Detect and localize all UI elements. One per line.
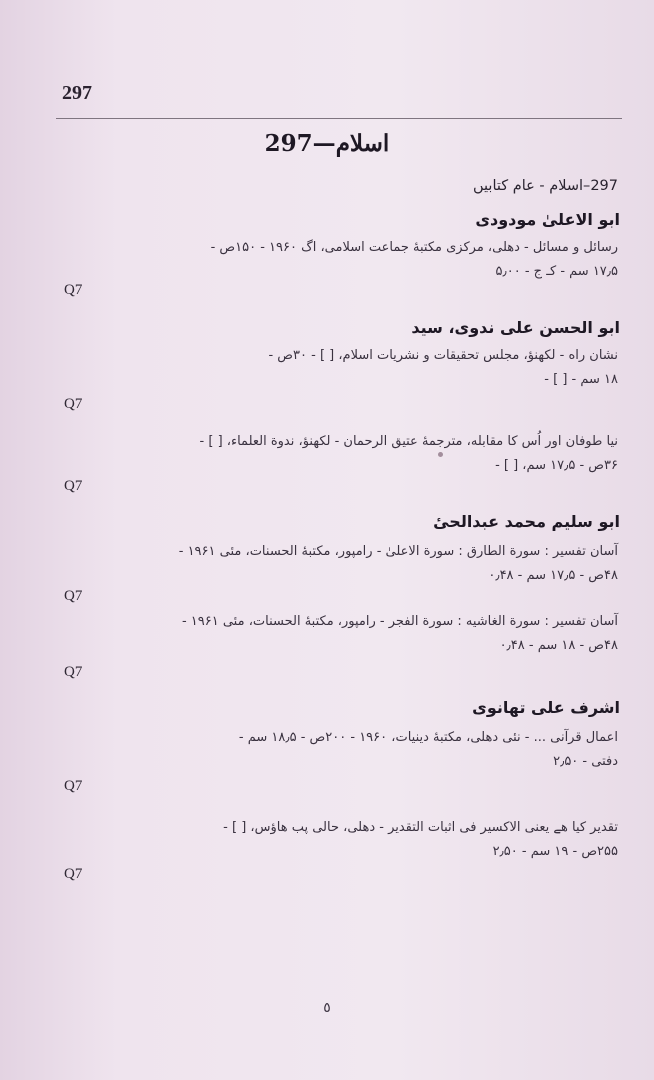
entry-author: ابو الحسن علی ندوی، سید [411,318,620,337]
entry-line: رسائل و مسائل - دهلی، مرکزی مکتبهٔ جماعت اسلامی، اگ ۱۹۶۰ - ۱۵۰ص - [210,240,618,255]
footer-mark: ٥ [323,1000,331,1016]
entry-line: ۳۶ص - ۱۷٫۵ سم، [ ] - [495,458,618,473]
entry-line: نیا طوفان اور اُس کا مقابله، مترجمهٔ عتیق الرحمان - لکهنؤ، ندوة العلماء، [ ] - [199,434,618,449]
entry-line: ۱۷٫۵ سم - کـ ج - ۵٫۰۰ [495,264,618,279]
entry-line: تقدیر کیا هے یعنی الاکسیر فی اثبات التقدیر - دهلی، حالی پب هاؤس، [ ] - [223,820,618,835]
entry-line: نشان راه - لکهنؤ، مجلس تحقیقات و نشریات اسلام، [ ] - ۳۰ص - [268,348,618,363]
entry-line: آسان تفسیر : سورة الطارق : سورة الاعلیٰ - رامپور، مکتبهٔ الحسنات، مئی ۱۹۶۱ - [178,544,618,559]
entry-author: اشرف علی تهانوی [472,698,620,717]
header-rule [56,118,622,119]
entry-line: آسان تفسیر : سورة الغاشیه : سورة الفجر - رامپور، مکتبهٔ الحسنات، مئی ۱۹۶۱ - [181,614,618,629]
classification-code: Q7 [64,478,83,494]
entry-line: دفتی - ۲٫۵۰ [553,754,618,769]
entry-line: ۴۸ص - ۱۸ سم - ۰٫۴۸ [499,638,618,653]
entry-author: ابو الاعلیٰ مودودی [475,210,620,229]
ink-speck [438,452,443,457]
classification-code: Q7 [64,778,83,794]
entry-line: ۲۵۵ص - ۱۹ سم - ۲٫۵۰ [492,844,618,859]
classification-code: Q7 [64,866,83,882]
classification-code: Q7 [64,588,83,604]
classification-code: Q7 [64,396,83,412]
entry-line: ۱۸ سم - [ ] - [544,372,618,387]
entry-line: اعمال قرآنی ... - نئی دهلی، مکتبهٔ دینیات، ۱۹۶۰ - ۲۰۰ص - ۱۸٫۵ سم - [238,730,618,745]
page-number: 297 [62,82,92,104]
classification-code: Q7 [64,282,83,298]
classification-code: Q7 [64,664,83,680]
entry-line: ۴۸ص - ۱۷٫۵ سم - ۰٫۴۸ [488,568,618,583]
entry-author: ابو سلیم محمد عبدالحیٔ [433,512,620,531]
section-heading: 297—اسلام [264,130,390,157]
section-subheading: 297–اسلام - عام کتابیں [473,178,618,194]
